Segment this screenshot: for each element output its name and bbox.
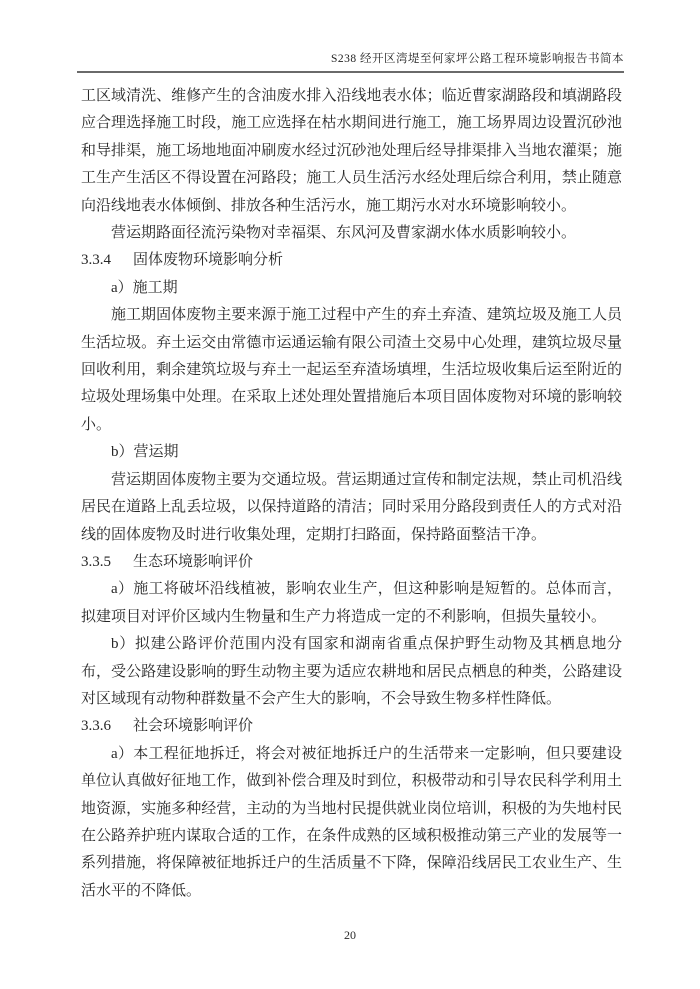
paragraph: 营运期固体废物主要为交通垃圾。营运期通过宣传和制定法规，禁止司机沿线居民在道路上乱丢垃圾，以保持道路的清洁；同时采用分路段到责任人的方式对沿线的固体废物及时进行收集处理，定期打扫路面，保持路面整洁干净。 xyxy=(81,471,622,543)
section-title: 固体废物环境影响分析 xyxy=(133,252,284,269)
paragraph: 施工期固体废物主要来源于施工过程中产生的弃土弃渣、建筑垃圾及施工人员生活垃圾。弃土运交由常德市运通运输有限公司渣土交易中心处理，建筑垃圾尽量回收利用，剩余建筑垃圾与弃土一起运至弃渣场填埋，生活垃圾收集后运至附近的垃圾处理场集中处理。在采取上述处理处置措施后本项目固体废物对环境的影响较小。 xyxy=(81,307,622,433)
section-number: 3.3.4 xyxy=(81,252,111,269)
section-heading xyxy=(81,549,622,576)
section-heading xyxy=(81,247,622,274)
section-title: 生态环境影响评价 xyxy=(133,553,254,570)
section-number: 3.3.6 xyxy=(81,718,111,735)
paragraph: 营运期路面径流污染物对幸福渠、东风河及曹家湖水体水质影响较小。 xyxy=(111,225,577,242)
page-footer xyxy=(0,928,700,943)
section-number: 3.3.5 xyxy=(81,553,111,570)
section-title: 社会环境影响评价 xyxy=(133,718,254,735)
page-header xyxy=(0,0,700,73)
paragraph: b）拟建公路评价范围内没有国家和湖南省重点保护野生动物及其栖息地分布，受公路建设影响的野生动物主要为适应农耕地和居民点栖息的种类，公路建设对区域现有动物种群数量不会产生大的影响，不会导致生物多样性降低。 xyxy=(81,636,622,707)
paragraph: a）施工期 xyxy=(111,279,178,296)
paragraph: 工区域清洗、维修产生的含油废水排入沿线地表水体；临近曹家湖路段和填湖路段应合理选择施工时段，施工应选择在枯水期间进行施工，施工场界周边设置沉砂池和导排渠，施工场地地面冲刷废水经过沉砂池处理后经导排渠排入当地农灌渠；施工生产生活区不得设置在河路段；施工人员生活污水经处理后综合利用，禁止随意向沿线地表水体倾倒、排放各种生活污水，施工期污水对水环境影响较小。 xyxy=(81,88,622,214)
paragraph: a）施工将破坏沿线植被，影响农业生产，但这种影响是短暂的。总体而言，拟建项目对评价区域内生物量和生产力将造成一定的不利影响，但损失量较小。 xyxy=(81,581,622,625)
header-title: S238 经开区湾堤至何家坪公路工程环境影响报告书简本 xyxy=(330,53,624,65)
section-heading xyxy=(81,713,622,740)
document-body xyxy=(0,73,700,905)
paragraph: a）本工程征地拆迁，将会对被征地拆迁户的生活带来一定影响，但只要建设单位认真做好征地工作，做到补偿合理及时到位，积极带动和引导农民科学利用土地资源，实施多种经营，主动的为当地村民提供就业岗位培训，积极的为失地村民在公路养护班内谋取合适的工作，在条件成熟的区域积极推动第三产业的发展等一系列措施，将保障被征地拆迁户的生活质量不下降，保障沿线居民工农业生产、生活水平的不降低。 xyxy=(81,745,622,899)
paragraph: b）营运期 xyxy=(111,444,179,461)
page-number: 20 xyxy=(344,928,356,942)
